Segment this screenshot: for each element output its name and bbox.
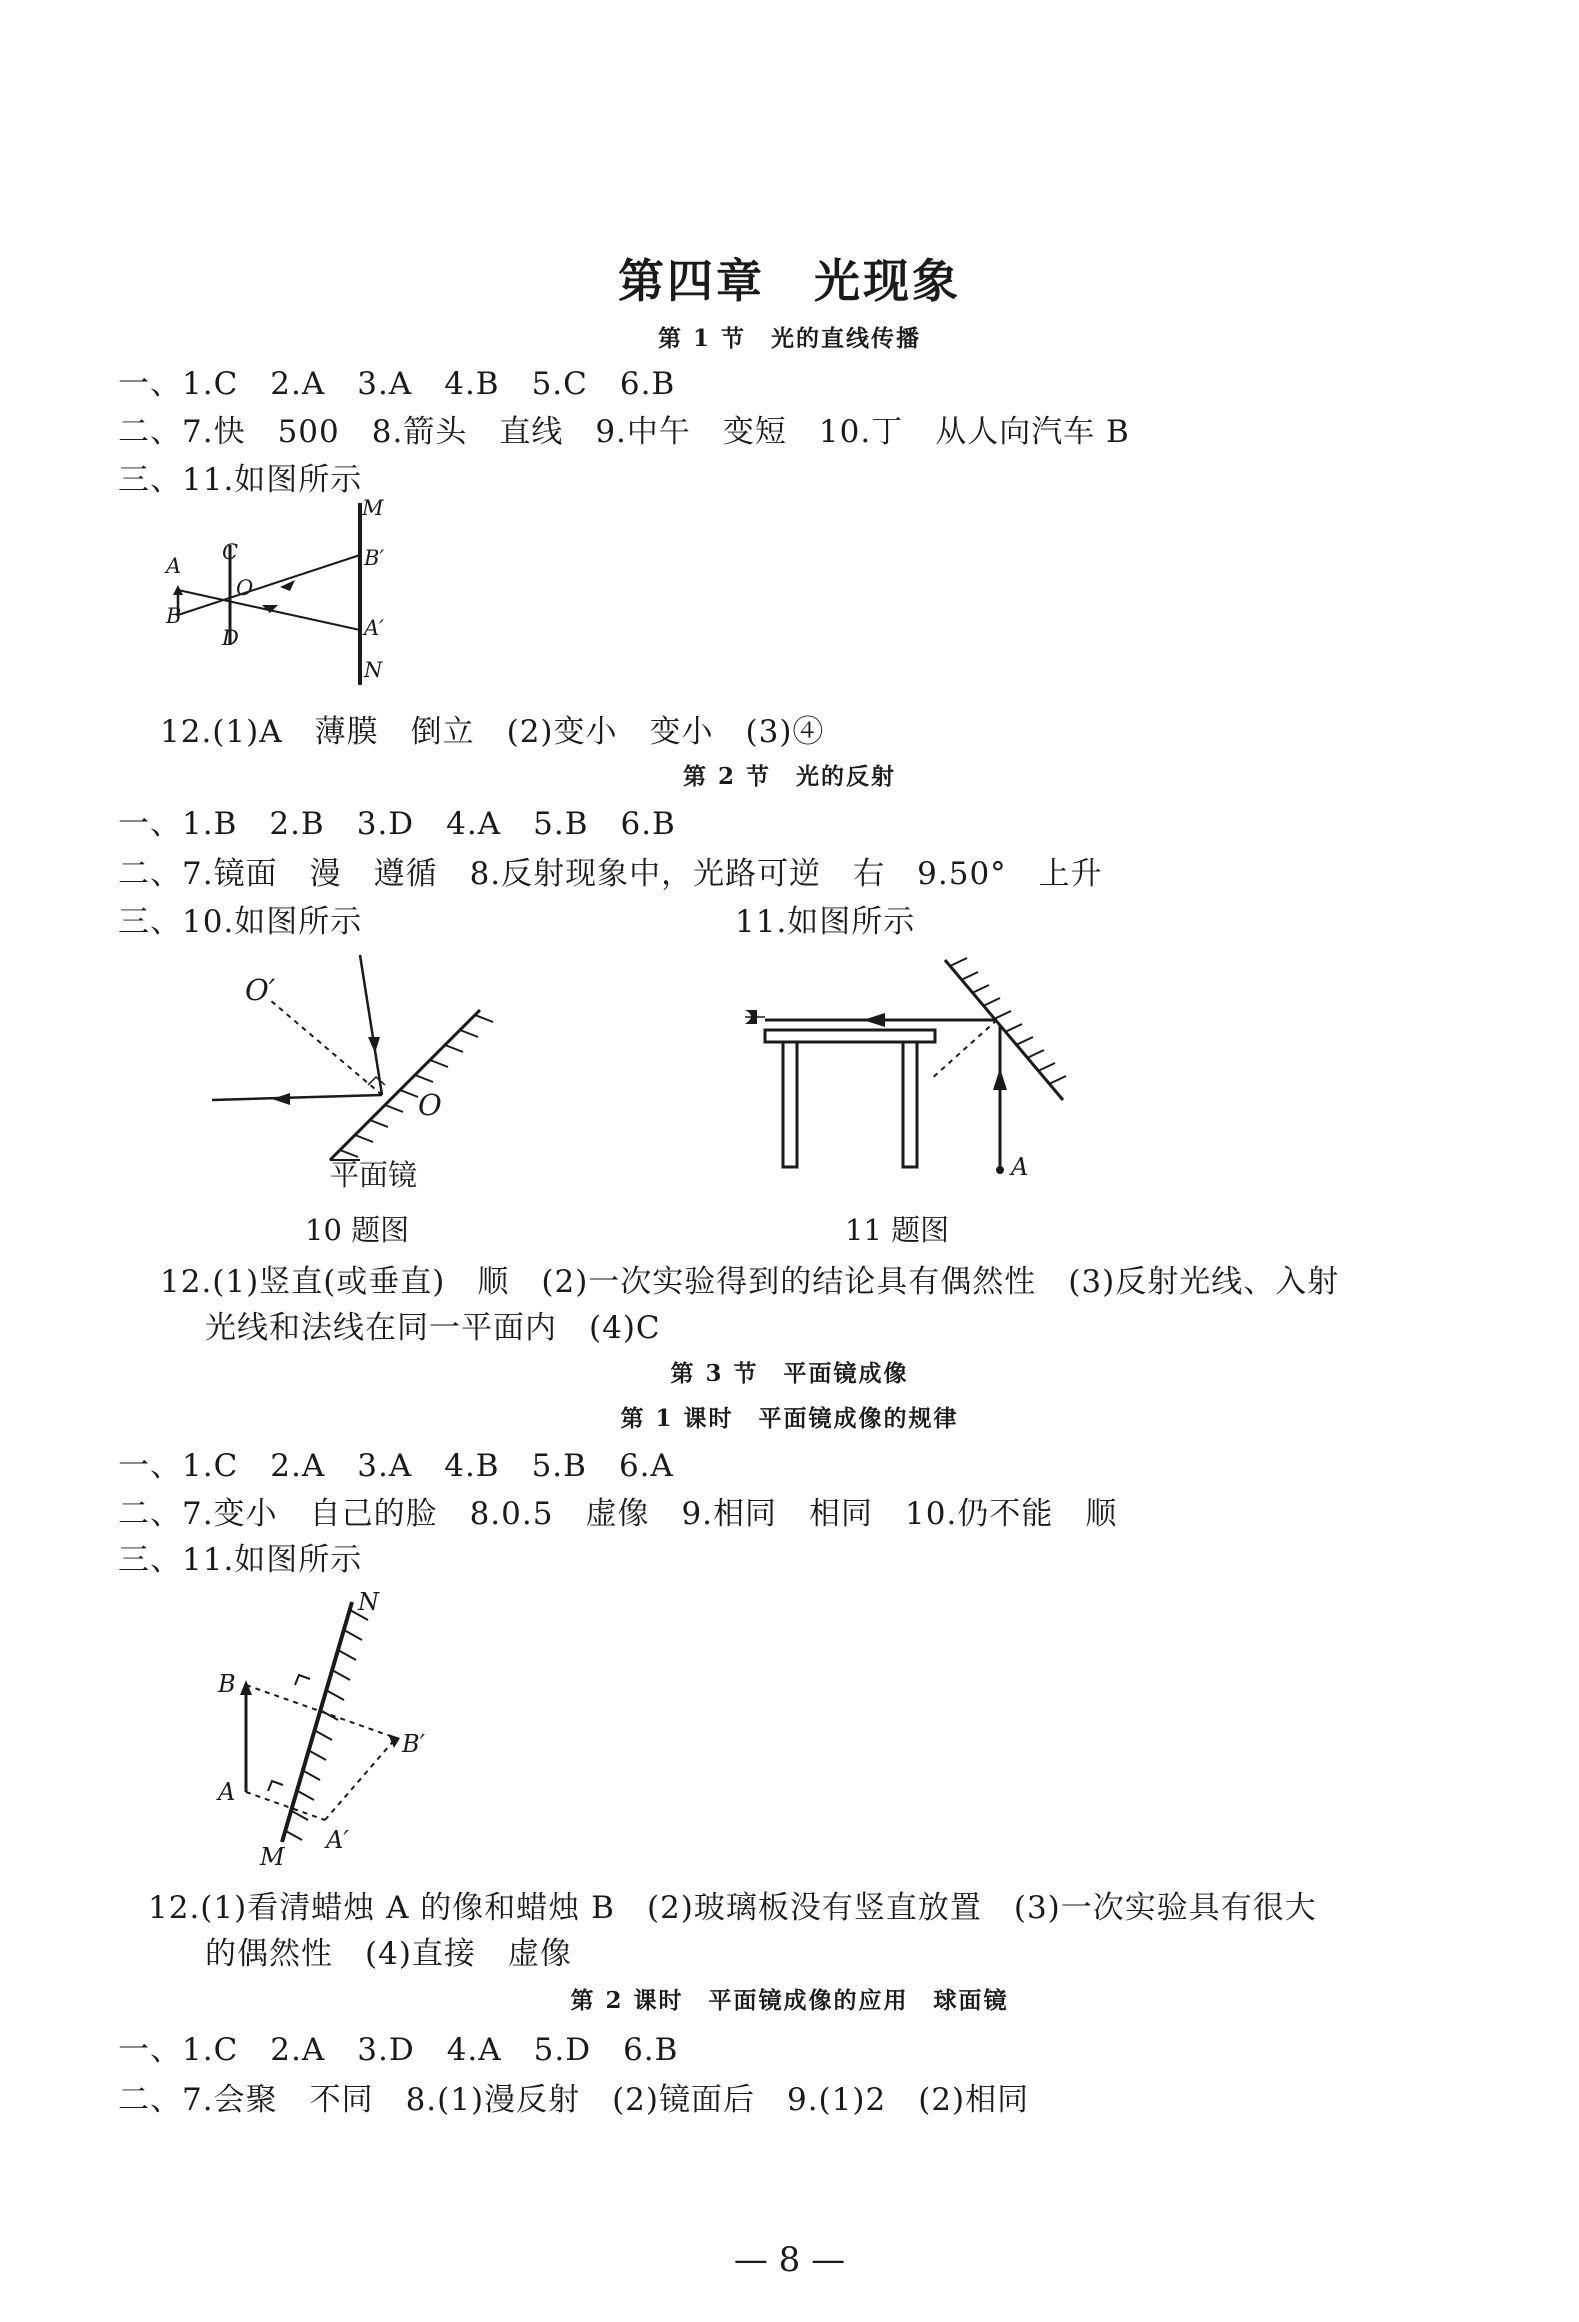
- fig10-label-o: O: [418, 1088, 442, 1122]
- fig3-label-b: B: [218, 1670, 236, 1698]
- fig3-label-m: M: [260, 1843, 285, 1870]
- fig1-label-ap: A′: [364, 616, 384, 640]
- chapter-title: 第四章 光现象: [618, 254, 961, 308]
- figure-pinhole: [150, 495, 410, 695]
- s2-answer-line-3b: 11.如图所示: [735, 904, 916, 940]
- section-2-heading: 第 2 节 光的反射: [682, 763, 897, 790]
- fig10-label-mirror: 平面镜: [330, 1158, 418, 1192]
- s1-answer-line-3: 三、11.如图所示: [118, 462, 363, 498]
- fig11-label-a: A: [1011, 1153, 1029, 1181]
- s1-answer-line-2: 二、7.快 500 8.箭头 直线 9.中午 变短 10.丁 从人向汽车 B: [118, 414, 1130, 450]
- s2-answer-line-4b: 光线和法线在同一平面内 (4)C: [205, 1310, 661, 1346]
- figure-10: [200, 945, 520, 1195]
- fig1-label-bp: B′: [364, 546, 385, 570]
- s3k1-answer-line-3: 三、11.如图所示: [118, 1542, 363, 1578]
- figure-11: [735, 950, 1075, 1190]
- s3k1-answer-line-4b: 的偶然性 (4)直接 虚像: [205, 1936, 572, 1972]
- fig10-caption: 10 题图: [305, 1213, 410, 1247]
- fig1-label-b: B: [166, 604, 182, 628]
- s3k2-answer-line-2: 二、7.会聚 不同 8.(1)漫反射 (2)镜面后 9.(1)2 (2)相同: [118, 2082, 1030, 2118]
- page-number: — 8 —: [733, 2240, 846, 2280]
- fig1-label-d: D: [222, 626, 239, 650]
- s3k1-answer-line-2: 二、7.变小 自己的脸 8.0.5 虚像 9.相同 相同 10.仍不能 顺: [118, 1496, 1118, 1532]
- fig1-label-c: C: [222, 540, 239, 564]
- fig11-caption: 11 题图: [845, 1213, 950, 1247]
- s2-answer-line-3a: 三、10.如图所示: [118, 904, 363, 940]
- fig3-label-bp: B′: [402, 1730, 426, 1758]
- section-3-heading: 第 3 节 平面镜成像: [670, 1360, 909, 1387]
- fig10-label-op: O′: [245, 973, 276, 1007]
- fig1-label-m: M: [362, 496, 384, 520]
- fig3-label-n: N: [358, 1588, 379, 1616]
- s3k2-answer-line-1: 一、1.C 2.A 3.D 4.A 5.D 6.B: [118, 2032, 679, 2068]
- s2-answer-line-2: 二、7.镜面 漫 遵循 8.反射现象中，光路可逆 右 9.50° 上升: [118, 856, 1103, 892]
- s2-answer-line-4a: 12.(1)竖直(或垂直) 顺 (2)一次实验得到的结论具有偶然性 (3)反射光线、入射: [160, 1264, 1340, 1300]
- s1-answer-line-1: 一、1.C 2.A 3.A 4.B 5.C 6.B: [118, 366, 676, 402]
- fig1-label-o: O: [236, 576, 254, 600]
- fig1-label-n: N: [364, 658, 383, 682]
- s3-lesson-2-heading: 第 2 课时 平面镜成像的应用 球面镜: [570, 1987, 1009, 2014]
- fig1-label-a: A: [166, 554, 182, 578]
- section-1-heading: 第 1 节 光的直线传播: [657, 325, 922, 352]
- s2-answer-line-1: 一、1.B 2.B 3.D 4.A 5.B 6.B: [118, 806, 676, 842]
- figure-mirror-image: [210, 1580, 450, 1870]
- s3k1-answer-line-1: 一、1.C 2.A 3.A 4.B 5.B 6.A: [118, 1448, 674, 1484]
- s1-answer-line-4: 12.(1)A 薄膜 倒立 (2)变小 变小 (3)④: [160, 714, 825, 750]
- s3-lesson-1-heading: 第 1 课时 平面镜成像的规律: [620, 1405, 959, 1432]
- s3k1-answer-line-4a: 12.(1)看清蜡烛 A 的像和蜡烛 B (2)玻璃板没有竖直放置 (3)一次实验具有很大: [148, 1890, 1317, 1926]
- fig3-label-a: A: [218, 1778, 236, 1806]
- fig3-label-ap: A′: [326, 1826, 349, 1854]
